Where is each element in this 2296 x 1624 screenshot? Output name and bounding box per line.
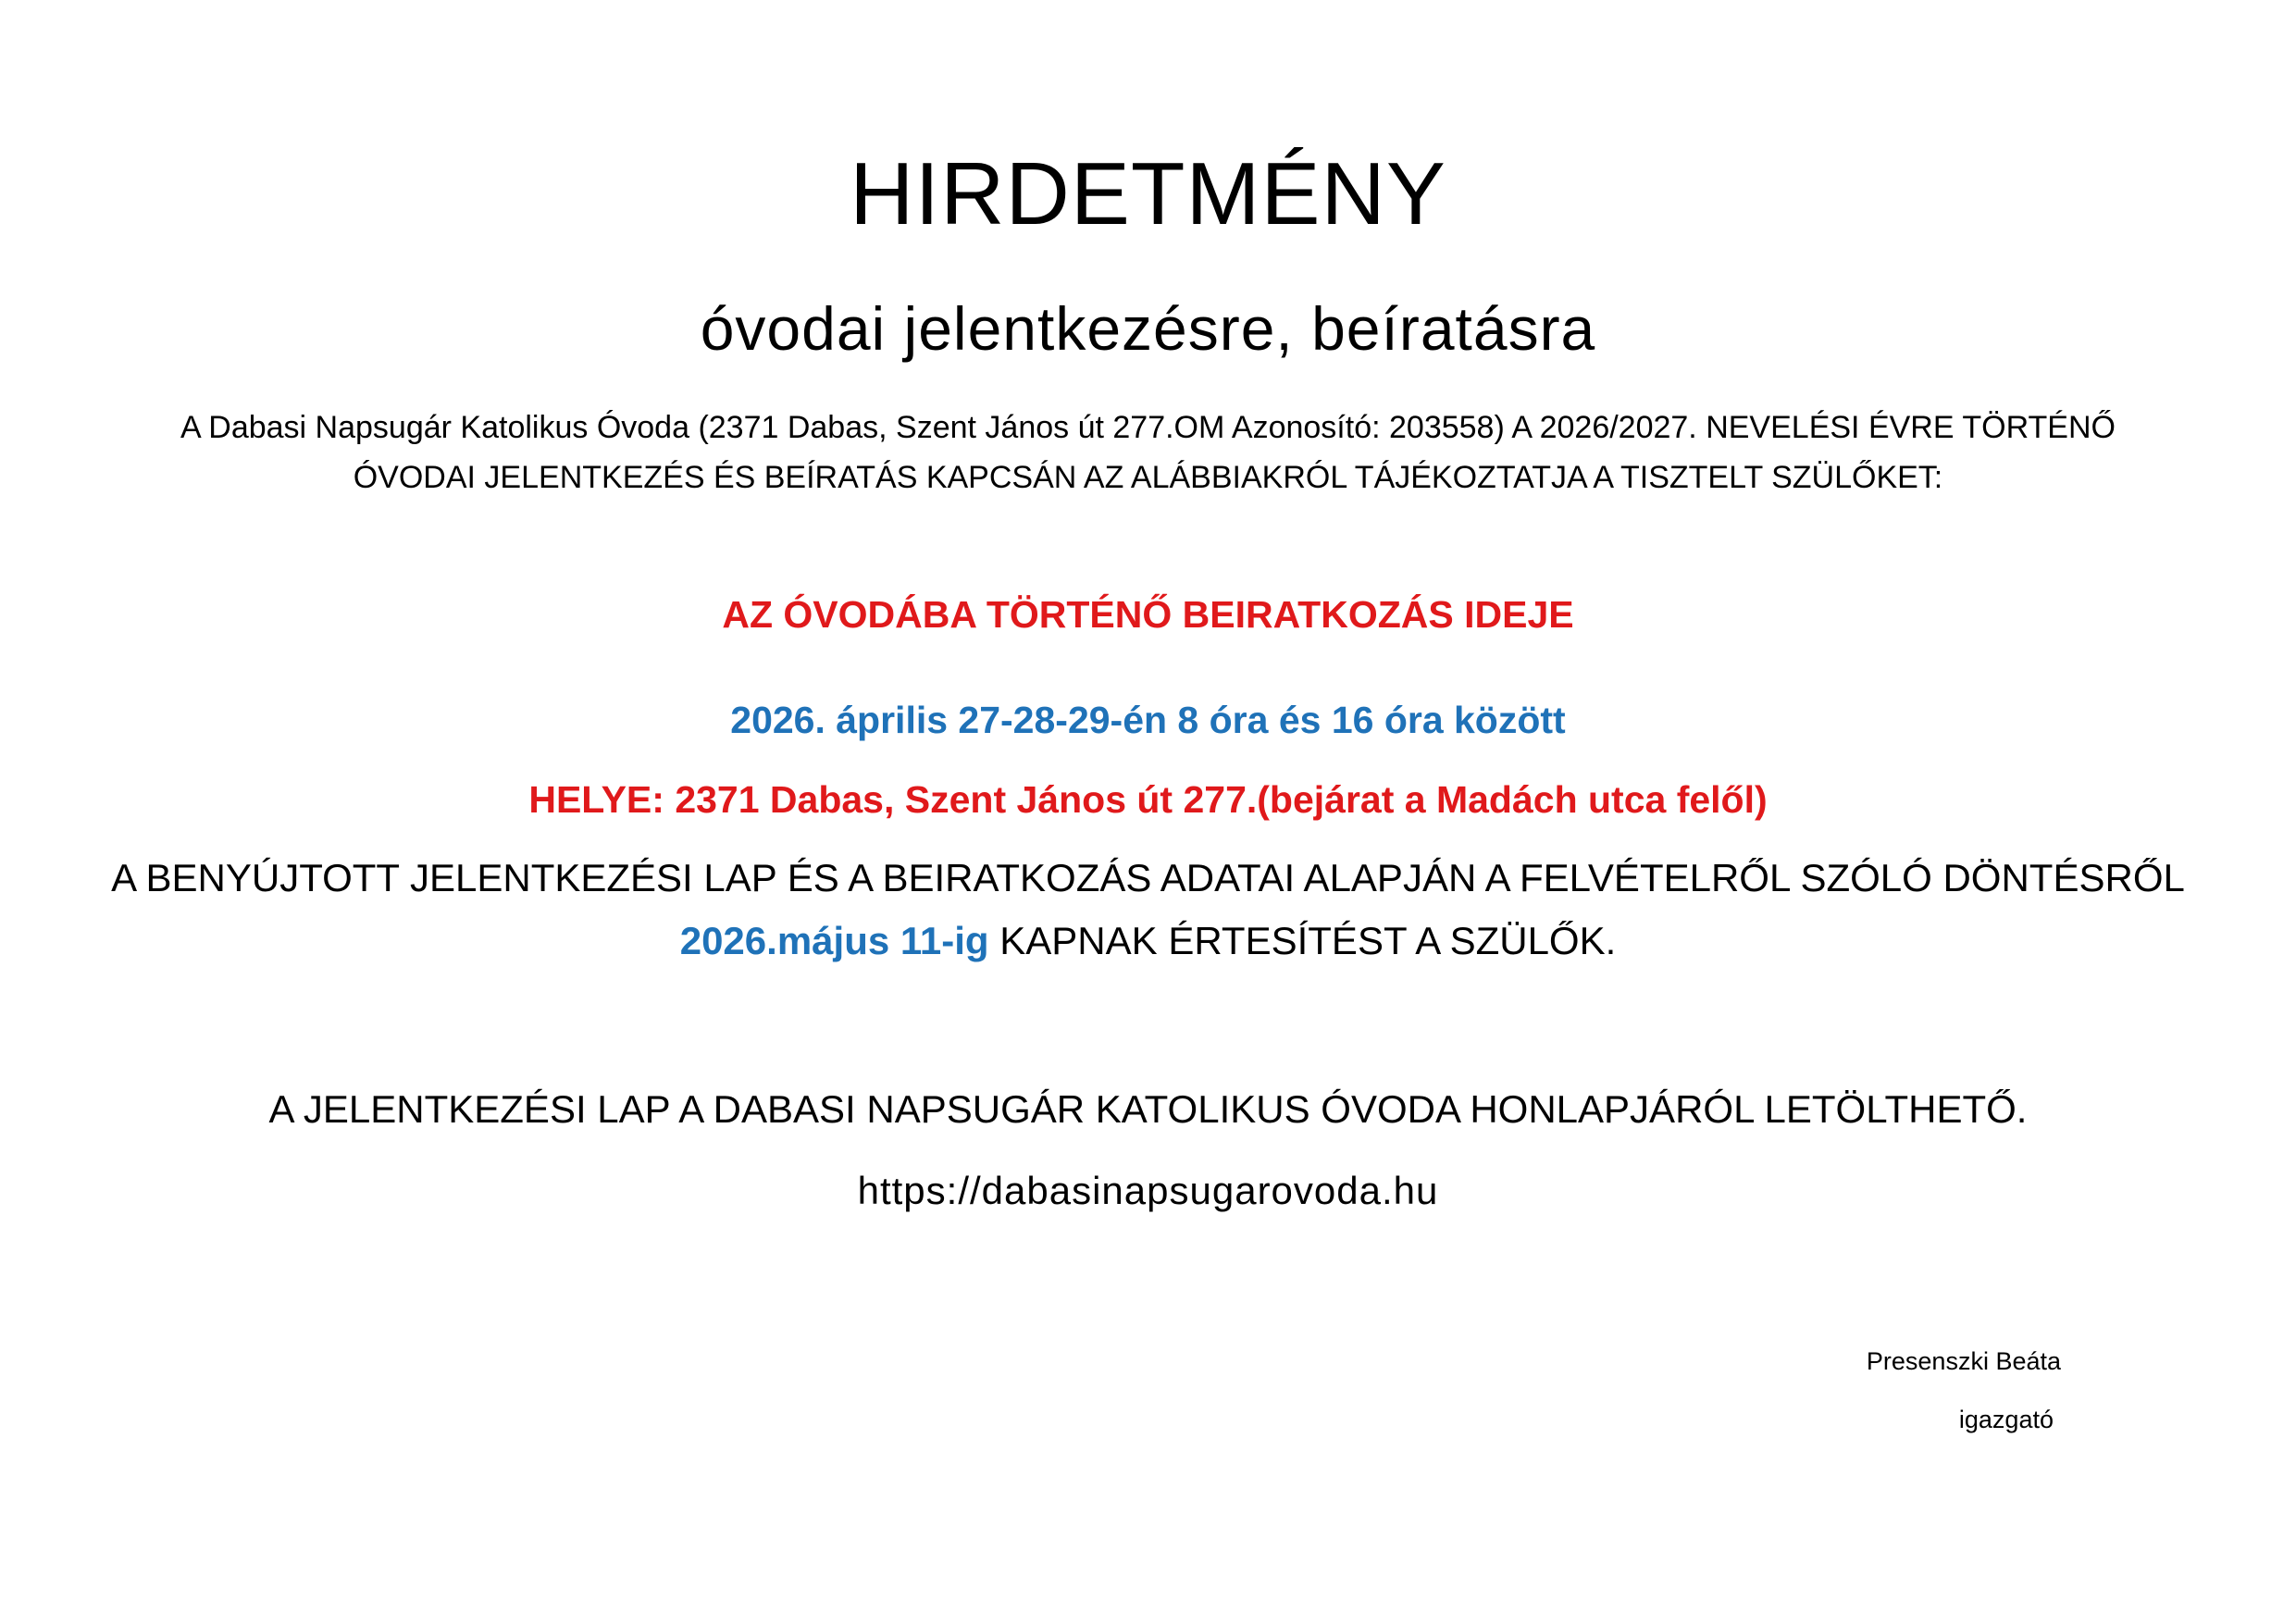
page-title: HIRDETMÉNY [850,144,1446,243]
enrollment-date: 2026. április 27-28-29-én 8 óra és 16 óra között [730,699,1566,741]
enrollment-time-heading: AZ ÓVODÁBA TÖRTÉNŐ BEIRATKOZÁS IDEJE [722,593,1574,636]
enrollment-place: HELYE: 2371 Dabas, Szent János út 277.(bejárat a Madách utca felől) [528,778,1768,821]
decision-text-rest: KAPNAK ÉRTESÍTÉST A SZÜLŐK. [988,919,1617,962]
intro-text-line-2: ÓVODAI JELENTKEZÉS ÉS BEÍRATÁS KAPCSÁN AZ ALÁBBIAKRÓL TÁJÉKOZTATJA A TISZTELT SZÜLŐKET: [353,460,1943,495]
website-url: https://dabasinapsugarovoda.hu [857,1169,1439,1212]
signature-name: Presenszki Beáta [1866,1347,2061,1375]
decision-text-line-2 [0,916,2296,966]
decision-deadline: 2026.május 11-ig [679,919,989,962]
decision-text-line-1: A BENYÚJTOTT JELENTKEZÉSI LAP ÉS A BEIRATKOZÁS ADATAI ALAPJÁN A FELVÉTELRŐL SZÓLÓ DÖNTÉSRŐL [111,856,2185,899]
page-subtitle: óvodai jelentkezésre, beíratásra [700,294,1596,363]
download-info-text: A JELENTKEZÉSI LAP A DABASI NAPSUGÁR KATOLIKUS ÓVODA HONLAPJÁRÓL LETÖLTHETŐ. [268,1087,2028,1131]
intro-text-line-1: A Dabasi Napsugár Katolikus Óvoda (2371 Dabas, Szent János út 277.OM Azonosító: 203558) A 2026/2027. NEVELÉSI ÉVRE TÖRTÉNŐ [180,410,2116,445]
signature-role: igazgató [1958,1406,2054,1433]
